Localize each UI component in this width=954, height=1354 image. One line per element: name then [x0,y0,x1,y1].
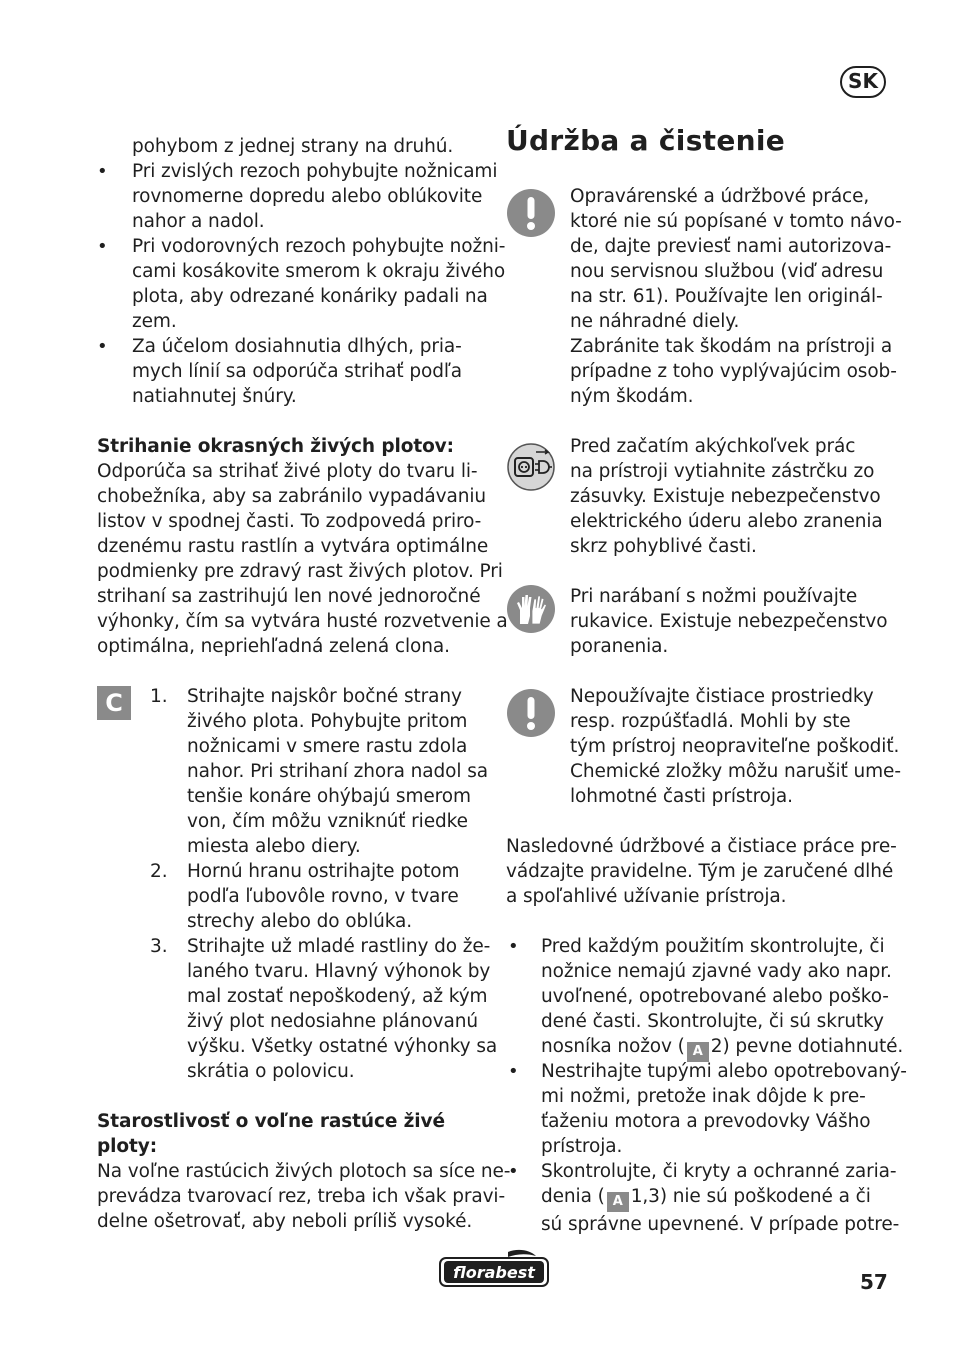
step-number: 2. [150,861,168,882]
bullet-marker: • [97,336,108,357]
bullet-marker: • [508,1061,519,1082]
unplug-icon [506,442,556,492]
bullet-marker: • [97,236,108,257]
bullet-marker: • [508,1161,519,1182]
bullet-marker: • [97,161,108,182]
figure-reference-a: A [607,1192,629,1212]
notice-text: Pred začatím akýchkoľvek prác na prístroji vytiahnite zástrčku zo zásuvky. Existuje nebezpečenstvo elektrického úderu alebo zranenia skrz pohyblivé časti. [570,436,883,557]
free-paragraph: Na voľne rastúcich živých plotoch sa síce ne- prevádza tvarovací rez, treba ich však pravi- delne ošetrovať, aby neboli príliš vysoké. [97,1161,511,1232]
bullet-marker: • [508,936,519,957]
language-badge: SK [840,66,886,98]
brand-name: florabest [453,1263,535,1282]
check-item-text: Skontrolujte, či kryty a ochranné zaria- denia ( A 1,3) nie sú poškodené a či sú správne upevnené. V prípade potre- [541,1161,900,1235]
step-number: 3. [150,936,168,957]
ornamental-paragraph: Odporúča sa strihať živé ploty do tvaru li- chobežníka, aby sa zabránilo vypadávaniu listov v spodnej časti. To zodpovedá priro- dzenému rastu rastlín a vytvára optimálne podmienky pre zdravý rast živých plotov. Pri strihaní sa zastrihujú len nové jednoročné výhonky, čím sa vytvára husté rozvetvenie a optimálna, nepriehľadná zelená clona. [97,461,508,657]
bullet-text: Pri vodorovných rezoch pohybujte nožni- cami kosákovite smerom k okraju živého plota, aby odrezané konáriky padali na zem. [132,236,506,332]
notice-text: Pri narábaní s nožmi používajte rukavice. Existuje nebezpečenstvo poranenia. [570,586,888,657]
figure-reference-a: A [687,1042,709,1062]
notice-text: Nepoužívajte čistiace prostriedky resp. rozpúšťadlá. Mohli by ste tým prístroj neopraviteľne poškodiť. Chemické zložky môžu narušiť ume- lohmotné časti prístroja. [570,686,901,807]
warning-icon [506,188,556,238]
figure-reference-c: C [97,686,131,720]
check-item-text: Pred každým použitím skontrolujte, či nožnice nemajú zjavné vady ako napr. uvoľnené, opotrebované alebo poško- dené časti. Skontrolujte, či sú skrutky nosníka nožov ( A 2) pevne dotiahnuté. [541,934,903,1062]
step-text: Strihajte najskôr bočné strany živého plota. Pohybujte pritom nožnicami v smere rastu zdola nahor. Pri strihaní zhora nadol sa tenšie konáre ohýbajú smerom von, čím môžu vzniknúť riedke miesta alebo diery. [187,686,488,857]
ornamental-heading: Strihanie okrasných živých plotov: [97,436,454,457]
florabest-logo [438,1248,550,1288]
free-heading: Starostlivosť o voľne rastúce živé ploty: [97,1111,445,1157]
notice-text: Opravárenské a údržbové práce, ktoré nie sú popísané v tomto návo- de, dajte previesť nami autorizova- nou servisnou službou (viď adresu na str. 61). Používajte len originál- ne náhradné diely. Zabránite tak škodám na prístroji a prípadne z toho vyplývajúcim osob- ným škodám. [570,186,902,407]
step-number: 1. [150,686,168,707]
regular-maintenance-paragraph: Nasledovné údržbové a čistiace práce pre- vádzajte pravidelne. Tým je zaručené dlhé a spoľahlivé užívanie prístroja. [506,836,897,907]
bullet-text: Za účelom dosiahnutia dlhých, pria- mych línií sa odporúča strihať podľa natiahnutej šnúry. [132,336,462,407]
section-title: Údržba a čistenie [506,124,786,157]
step-text: Hornú hranu ostrihajte potom podľa ľubovôle rovno, v tvare strechy alebo do oblúka. [187,861,460,932]
warning-icon [506,688,556,738]
check-item-text: Nestrihajte tupými alebo opotrebovaný- mi nožmi, pretože inak dôjde k pre- ťaženiu motora a prevodovky Vášho prístroja. [541,1061,907,1157]
gloves-icon [506,584,556,634]
step-text: Strihajte už mladé rastliny do že- laného tvaru. Hlavný výhonok by mal zostať nepoškodený, až kým živý plot nedosiahne plánovanú výšku. Všetky ostatné výhonky sa skrátia o polovicu. [187,936,498,1082]
bullet-text: Pri zvislých rezoch pohybujte nožnicami rovnomerne dopredu alebo oblúkovite nahor a nadol. [132,161,498,232]
page-number: 57 [860,1270,888,1294]
intro-line: pohybom z jednej strany na druhú. [132,136,454,157]
